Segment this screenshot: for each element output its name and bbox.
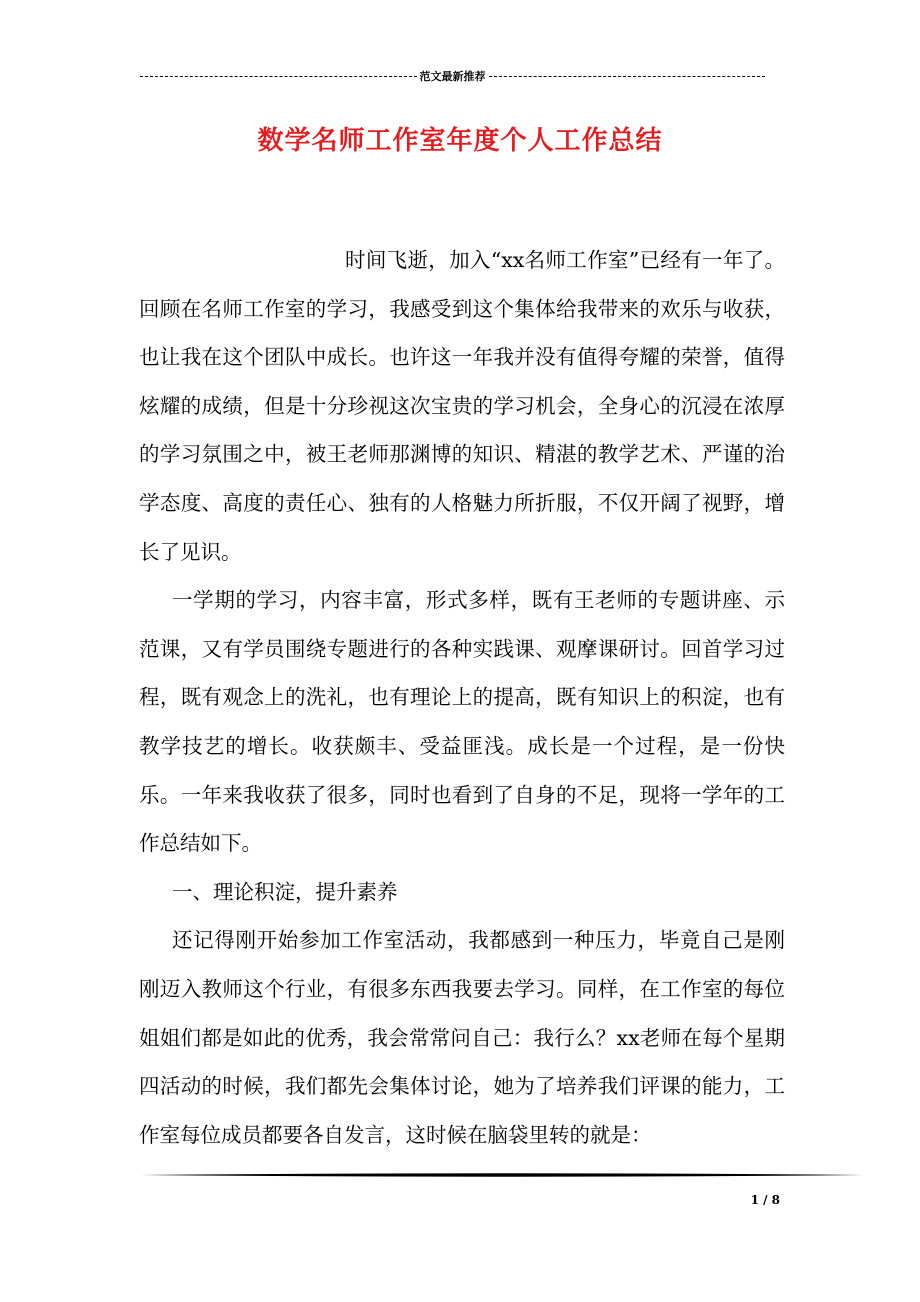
document-body [139,236,785,1159]
paragraph-study: 一学期的学习，内容丰富，形式多样，既有王老师的专题讲座、示范课，又有学员围绕专题进行的各种实践课、观摩课研讨。回首学习过程，既有观念上的洗礼，也有理论上的提高，既有知识上的积淀，也有教学技艺的增长。收获颇丰、受益匪浅。成长是一个过程，是一份快乐。一年来我收获了很多，同时也看到了自身的不足，现将一学年的工作总结如下。 [139,588,785,856]
page-number: 1 / 8 [750,1193,780,1207]
paragraph-intro: 时间飞逝，加入“xx名师工作室”已经有一年了。回顾在名师工作室的学习，我感受到这个集体给我带来的欢乐与收获，也让我在这个团队中成长。也许这一年我并没有值得夸耀的荣誉，值得炫耀的成绩，但是十分珍视这次宝贵的学习机会，全身心的沉浸在浓厚的学习氛围之中，被王老师那渊博的知识、精湛的教学艺术、严谨的治学态度、高度的责任心、独有的人格魅力所折服，不仅开阔了视野，增长了见识。 [139,248,785,564]
header-label: 范文最新推荐 [419,70,486,83]
document-title: 数学名师工作室年度个人工作总结 [257,126,663,156]
page-header [140,66,765,86]
header-dash-left [140,76,417,77]
paragraph-section-1: 还记得刚开始参加工作室活动，我都感到一种压力，毕竟自己是刚刚迈入教师这个行业，有很多东西我要去学习。同样，在工作室的每位姐姐们都是如此的优秀，我会常常问自己：我行么？xx老师在每个星期四活动的时候，我们都先会集体讨论，她为了培养我们评课的能力，工作室每位成员都要各自发言，这时候在脑袋里转的就是： [139,928,785,1147]
section-heading-1: 一、理论积淀，提升素养 [172,879,398,904]
header-dash-right [489,76,766,77]
footer-rule [140,1170,864,1180]
